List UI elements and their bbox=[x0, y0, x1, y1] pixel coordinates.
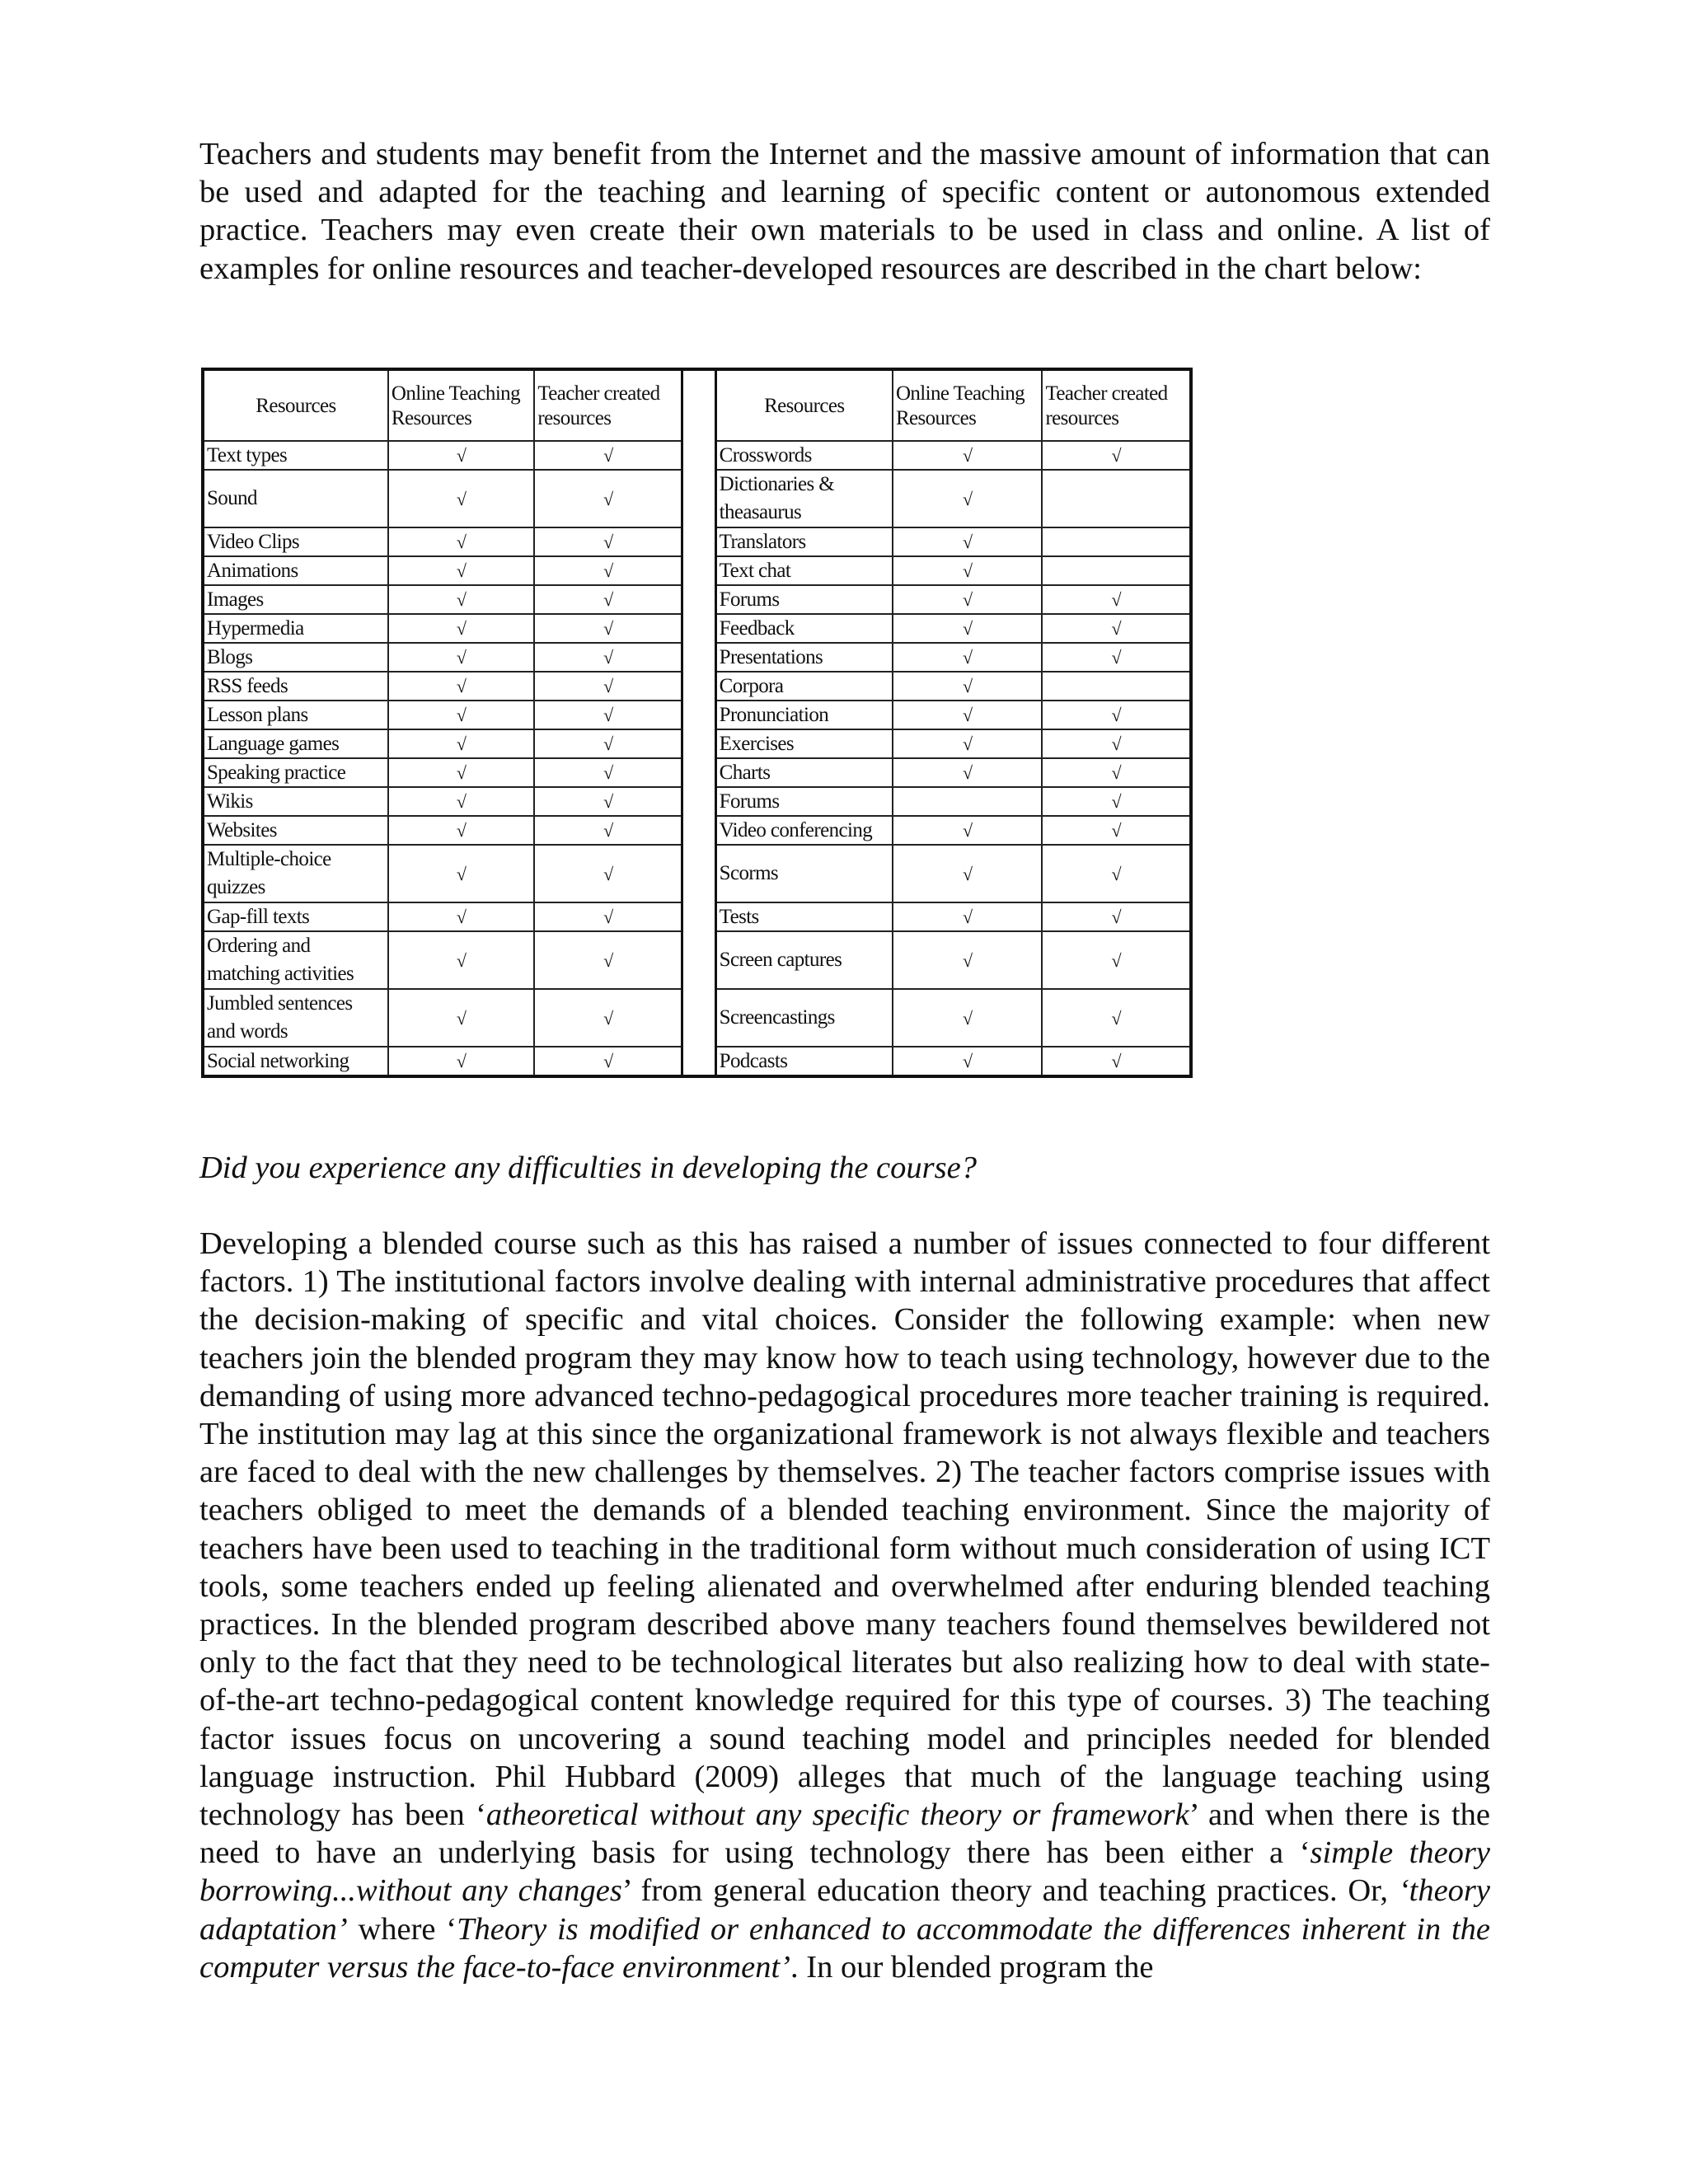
online-check-right: √ bbox=[893, 758, 1043, 787]
online-check-right: √ bbox=[893, 989, 1043, 1047]
table-divider bbox=[682, 729, 715, 758]
online-check-left: √ bbox=[388, 931, 534, 989]
resource-name-left: Websites bbox=[203, 816, 388, 845]
teacher-check-right: √ bbox=[1042, 758, 1191, 787]
table-row bbox=[203, 989, 1191, 1047]
online-check-right: √ bbox=[893, 643, 1043, 672]
resource-name-left: Animations bbox=[203, 556, 388, 585]
body-quote-3: ‘theory adaptation’ bbox=[199, 1873, 1490, 1947]
teacher-check-left: √ bbox=[534, 585, 682, 614]
resource-name-left: Jumbled sentences and words bbox=[203, 989, 388, 1047]
resource-name-right: Presentations bbox=[715, 643, 893, 672]
resources-table bbox=[201, 368, 1193, 1078]
teacher-check-left: √ bbox=[534, 931, 682, 989]
header-resources-left: Resources bbox=[203, 369, 388, 441]
resource-name-left: Social networking bbox=[203, 1047, 388, 1076]
table-row bbox=[203, 758, 1191, 787]
table-divider bbox=[682, 701, 715, 729]
table-row bbox=[203, 527, 1191, 556]
table-divider bbox=[682, 1047, 715, 1076]
resource-name-right: Dictionaries & theasaurus bbox=[715, 470, 893, 527]
table-row bbox=[203, 643, 1191, 672]
online-check-left: √ bbox=[388, 614, 534, 643]
table-divider bbox=[682, 643, 715, 672]
teacher-check-right: √ bbox=[1042, 643, 1191, 672]
online-check-left: √ bbox=[388, 556, 534, 585]
online-check-right: √ bbox=[893, 614, 1043, 643]
resource-name-right: Forums bbox=[715, 787, 893, 816]
table-row bbox=[203, 585, 1191, 614]
question-heading: Did you experience any difficulties in developing the course? bbox=[199, 1151, 977, 1185]
table-divider bbox=[682, 989, 715, 1047]
teacher-check-left: √ bbox=[534, 614, 682, 643]
header-online-left: Online Teaching Resources bbox=[388, 369, 534, 441]
table-divider bbox=[682, 556, 715, 585]
online-check-right: √ bbox=[893, 585, 1043, 614]
online-check-right: √ bbox=[893, 701, 1043, 729]
intro-paragraph: Teachers and students may benefit from the Internet and the massive amount of information that can be used and adapted for the teaching and learning of specific content or autonomous extended practice. Teachers may even create their own materials to be used in class and online. A list of examples for online resources and teacher-developed resources are described in the chart below: bbox=[199, 137, 1490, 286]
table-row bbox=[203, 1047, 1191, 1076]
online-check-right: √ bbox=[893, 470, 1043, 527]
teacher-check-left: √ bbox=[534, 441, 682, 470]
table-divider bbox=[682, 672, 715, 701]
table-row bbox=[203, 441, 1191, 470]
table-row bbox=[203, 470, 1191, 527]
teacher-check-left: √ bbox=[534, 701, 682, 729]
resource-name-left: Images bbox=[203, 585, 388, 614]
table-divider bbox=[682, 585, 715, 614]
online-check-right: √ bbox=[893, 556, 1043, 585]
header-teacher-right: Teacher created resources bbox=[1042, 369, 1191, 441]
resource-name-left: Video Clips bbox=[203, 527, 388, 556]
resource-name-left: Ordering and matching activities bbox=[203, 931, 388, 989]
body-quote-1: atheoretical without any specific theory or framework bbox=[485, 1797, 1189, 1833]
table-divider bbox=[682, 758, 715, 787]
online-check-right: √ bbox=[893, 527, 1043, 556]
teacher-check-left: √ bbox=[534, 989, 682, 1047]
teacher-check-left: √ bbox=[534, 729, 682, 758]
resource-name-left: Gap-fill texts bbox=[203, 902, 388, 931]
table-divider bbox=[682, 902, 715, 931]
table-row bbox=[203, 701, 1191, 729]
online-check-right: √ bbox=[893, 441, 1043, 470]
teacher-check-left: √ bbox=[534, 672, 682, 701]
teacher-check-right: √ bbox=[1042, 845, 1191, 902]
teacher-check-left: √ bbox=[534, 816, 682, 845]
table-divider bbox=[682, 787, 715, 816]
resource-name-left: Lesson plans bbox=[203, 701, 388, 729]
teacher-check-right: √ bbox=[1042, 614, 1191, 643]
resource-name-right: Exercises bbox=[715, 729, 893, 758]
online-check-left: √ bbox=[388, 470, 534, 527]
teacher-check-right bbox=[1042, 672, 1191, 701]
online-check-right: √ bbox=[893, 845, 1043, 902]
body-text-part-1: Developing a blended course such as this has raised a number of issues connected to four different factors. 1) The institutional factors involve dealing with internal administrative procedures that affect the decision-making of specific and vital choices. Consider the following example: when new teachers join the blended program they may know how to teach using technology, however due to the demanding of using more advanced techno-pedagogical procedures more teacher training is required. The institution may lag at this since the organizational framework is not always flexible and teachers are faced to deal with the new challenges by themselves. 2) The teacher factors comprise issues with teachers obliged to meet the demands of a blended teaching environment. Since the majority of teachers have been used to teaching in the traditional form without much consideration of using ICT tools, some teachers ended up feeling alienated and overwhelmed after enduring blended teaching practices. In the blended program described above many teachers found themselves bewildered not only to the fact that they need to be technological literates but also realizing how to deal with state-of-the-art techno-pedagogical content knowledge required for this type of courses. 3) The teaching factor issues focus on uncovering a sound teaching model and principles needed for blended language instruction. Phil Hubbard (2009) alleges that much of the language teaching using technology has been ‘ bbox=[199, 1226, 1490, 1833]
teacher-check-left: √ bbox=[534, 1047, 682, 1076]
resource-name-right: Text chat bbox=[715, 556, 893, 585]
online-check-left: √ bbox=[388, 1047, 534, 1076]
teacher-check-right bbox=[1042, 470, 1191, 527]
online-check-left: √ bbox=[388, 527, 534, 556]
resource-name-right: Video conferencing bbox=[715, 816, 893, 845]
online-check-left: √ bbox=[388, 787, 534, 816]
resource-name-left: Language games bbox=[203, 729, 388, 758]
table-divider bbox=[682, 470, 715, 527]
table-header-row bbox=[203, 369, 1191, 441]
resource-name-right: Forums bbox=[715, 585, 893, 614]
table-row bbox=[203, 845, 1191, 902]
teacher-check-left: √ bbox=[534, 643, 682, 672]
resource-name-right: Feedback bbox=[715, 614, 893, 643]
resource-name-left: Multiple-choice quizzes bbox=[203, 845, 388, 902]
resource-name-right: Tests bbox=[715, 902, 893, 931]
body-text-part-5: . In our blended program the bbox=[790, 1949, 1154, 1985]
online-check-left: √ bbox=[388, 816, 534, 845]
online-check-left: √ bbox=[388, 989, 534, 1047]
online-check-right: √ bbox=[893, 1047, 1043, 1076]
resource-name-right: Screencastings bbox=[715, 989, 893, 1047]
table-row bbox=[203, 729, 1191, 758]
resource-name-right: Corpora bbox=[715, 672, 893, 701]
table-row bbox=[203, 902, 1191, 931]
table-row bbox=[203, 931, 1191, 989]
teacher-check-right bbox=[1042, 527, 1191, 556]
online-check-left: √ bbox=[388, 758, 534, 787]
table-divider bbox=[682, 845, 715, 902]
online-check-right: √ bbox=[893, 931, 1043, 989]
resource-name-right: Translators bbox=[715, 527, 893, 556]
resource-name-left: RSS feeds bbox=[203, 672, 388, 701]
body-text-part-2: ’ and when there is the need to have an underlying basis for using technology there has been either a ‘ bbox=[199, 1797, 1490, 1871]
online-check-right: √ bbox=[893, 816, 1043, 845]
teacher-check-right: √ bbox=[1042, 1047, 1191, 1076]
teacher-check-right: √ bbox=[1042, 902, 1191, 931]
teacher-check-right bbox=[1042, 556, 1191, 585]
teacher-check-left: √ bbox=[534, 902, 682, 931]
teacher-check-left: √ bbox=[534, 787, 682, 816]
online-check-left: √ bbox=[388, 585, 534, 614]
resource-name-left: Speaking practice bbox=[203, 758, 388, 787]
online-check-left: √ bbox=[388, 845, 534, 902]
teacher-check-right: √ bbox=[1042, 931, 1191, 989]
teacher-check-right: √ bbox=[1042, 441, 1191, 470]
body-paragraph bbox=[199, 1225, 1490, 1986]
teacher-check-right: √ bbox=[1042, 787, 1191, 816]
online-check-right: √ bbox=[893, 729, 1043, 758]
resource-name-right: Pronunciation bbox=[715, 701, 893, 729]
table-row bbox=[203, 787, 1191, 816]
teacher-check-right: √ bbox=[1042, 816, 1191, 845]
online-check-left: √ bbox=[388, 643, 534, 672]
table-body bbox=[203, 441, 1191, 1076]
table-row bbox=[203, 816, 1191, 845]
header-online-right: Online Teaching Resources bbox=[893, 369, 1043, 441]
resource-name-left: Wikis bbox=[203, 787, 388, 816]
table-divider bbox=[682, 931, 715, 989]
online-check-left: √ bbox=[388, 729, 534, 758]
table-row bbox=[203, 672, 1191, 701]
resource-name-right: Podcasts bbox=[715, 1047, 893, 1076]
table-divider bbox=[682, 441, 715, 470]
header-resources-right: Resources bbox=[715, 369, 893, 441]
header-teacher-left: Teacher created resources bbox=[534, 369, 682, 441]
teacher-check-left: √ bbox=[534, 527, 682, 556]
online-check-right: √ bbox=[893, 672, 1043, 701]
resource-name-right: Scorms bbox=[715, 845, 893, 902]
teacher-check-right: √ bbox=[1042, 701, 1191, 729]
teacher-check-left: √ bbox=[534, 845, 682, 902]
body-quote-4: Theory is modified or enhanced to accommodate the differences inherent in the computer versus the face-to-face environment’ bbox=[199, 1911, 1490, 1985]
table-row bbox=[203, 614, 1191, 643]
resource-name-left: Hypermedia bbox=[203, 614, 388, 643]
online-check-left: √ bbox=[388, 672, 534, 701]
online-check-right bbox=[893, 787, 1043, 816]
resource-name-left: Blogs bbox=[203, 643, 388, 672]
resource-name-left: Text types bbox=[203, 441, 388, 470]
table-divider bbox=[682, 527, 715, 556]
online-check-left: √ bbox=[388, 902, 534, 931]
resource-name-right: Screen captures bbox=[715, 931, 893, 989]
body-quote-2: simple theory borrowing...without any changes bbox=[199, 1835, 1490, 1909]
resource-name-left: Sound bbox=[203, 470, 388, 527]
table-row bbox=[203, 556, 1191, 585]
online-check-right: √ bbox=[893, 902, 1043, 931]
teacher-check-right: √ bbox=[1042, 729, 1191, 758]
online-check-left: √ bbox=[388, 441, 534, 470]
teacher-check-left: √ bbox=[534, 758, 682, 787]
table-divider bbox=[682, 614, 715, 643]
teacher-check-left: √ bbox=[534, 556, 682, 585]
teacher-check-right: √ bbox=[1042, 989, 1191, 1047]
table-divider bbox=[682, 369, 715, 441]
online-check-left: √ bbox=[388, 701, 534, 729]
resource-name-right: Crosswords bbox=[715, 441, 893, 470]
teacher-check-left: √ bbox=[534, 470, 682, 527]
body-text-part-3: ’ from general education theory and teaching practices. Or, bbox=[621, 1873, 1399, 1909]
table-divider bbox=[682, 816, 715, 845]
resource-name-right: Charts bbox=[715, 758, 893, 787]
body-text-part-4: where ‘ bbox=[347, 1911, 457, 1947]
teacher-check-right: √ bbox=[1042, 585, 1191, 614]
